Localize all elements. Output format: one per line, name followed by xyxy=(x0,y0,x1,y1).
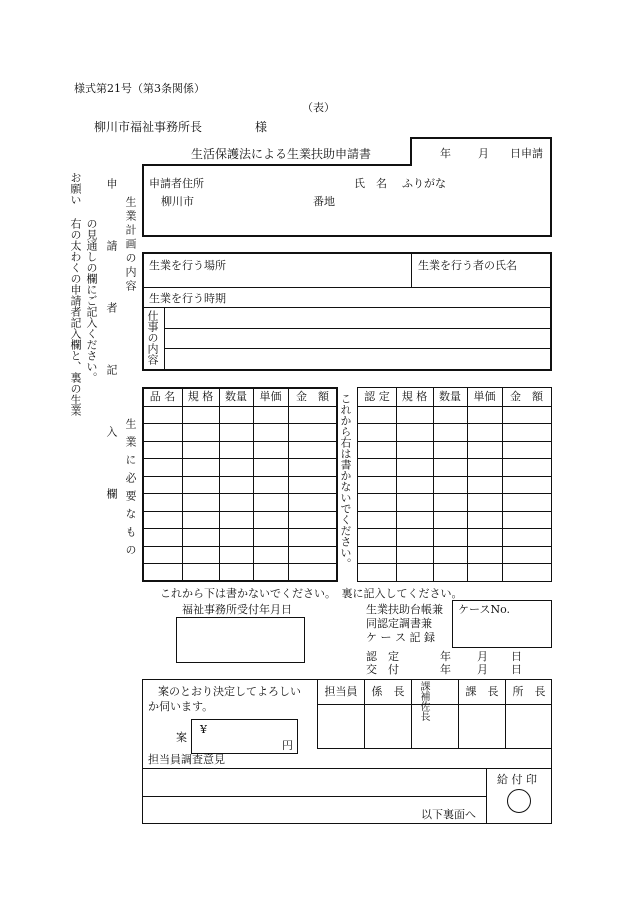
table-left-row-line xyxy=(143,546,337,547)
applicant-furigana-label: ふりがな xyxy=(402,177,446,190)
table-left-row-line xyxy=(143,511,337,512)
opinion-label: 担当員調査意見 xyxy=(148,753,225,766)
section-plan: 生業計画の内容 xyxy=(124,196,137,294)
table-left-header: 数量 xyxy=(225,390,247,403)
side-label: （表） xyxy=(302,101,335,114)
role-kakaricho: 係 長 xyxy=(371,685,405,698)
table-right-row-line xyxy=(358,546,551,547)
plan-place-label: 生業を行う場所 xyxy=(149,259,226,272)
table-left-row-line xyxy=(143,476,337,477)
table-left-row-line xyxy=(143,423,337,424)
kofu-month: 月 xyxy=(477,663,488,676)
decision-an: 案 xyxy=(176,731,187,744)
table-right-col-line xyxy=(502,388,503,581)
applicant-city: 柳川市 xyxy=(161,195,194,208)
note-line2: 右の太わくの申請者記入欄と、裏の生業 xyxy=(69,218,82,416)
role-tantoin: 担当員 xyxy=(324,685,358,698)
table-left-header: 単価 xyxy=(259,390,282,403)
table-left-row-line xyxy=(143,528,337,529)
table-right-row-line xyxy=(358,406,551,407)
yen-unit: 円 xyxy=(282,739,293,752)
applicant-box xyxy=(142,164,552,237)
table-right-col-line xyxy=(467,388,468,581)
kofu-day: 日 xyxy=(511,663,522,676)
middle-note: これから右は書かないでください。 xyxy=(339,393,352,569)
date-day-apply: 日申請 xyxy=(510,147,543,160)
nintei-month: 月 xyxy=(477,650,488,663)
table-right-header: 単価 xyxy=(473,390,496,403)
case-no-label: ケースNo. xyxy=(458,603,511,616)
table-right-row-line xyxy=(358,441,551,442)
table-left-col-line xyxy=(182,388,183,581)
ledger-line3: ケ ー ス 記 録 xyxy=(366,631,435,644)
applicant-address-label: 申請者住所 xyxy=(149,177,204,190)
title-border-step xyxy=(410,137,412,165)
table-right-row-line xyxy=(358,423,551,424)
title-border-top-right xyxy=(410,137,552,139)
received-label: 福祉事務所受付年月日 xyxy=(182,603,292,616)
role-kacho-hosa: 課補佐長 xyxy=(418,681,429,721)
table-right-header: 数量 xyxy=(439,390,461,403)
applicant-banchi: 番地 xyxy=(313,195,335,208)
table-right-col-line xyxy=(396,388,397,581)
received-box xyxy=(176,617,305,663)
addressee: 柳川市福祉事務所長 xyxy=(94,120,203,134)
honorific: 様 xyxy=(255,120,268,134)
yen-sign: ¥ xyxy=(200,723,207,736)
table-right-header: 規 格 xyxy=(401,390,428,403)
table-right-row-line xyxy=(358,493,551,494)
table-left-row-line xyxy=(143,493,337,494)
table-right-row-line xyxy=(358,476,551,477)
table-left-col-line xyxy=(288,388,289,581)
table-left-col-line xyxy=(253,388,254,581)
seal-circle-icon xyxy=(507,789,531,813)
applicant-name-label: 氏 名 xyxy=(354,177,387,190)
table-right-header: 金 額 xyxy=(510,390,543,403)
table-left-row-line xyxy=(143,458,337,459)
section-applicant: 申 請 者 記 入 欄 xyxy=(105,178,118,519)
kofu-year: 年 xyxy=(440,663,451,676)
table-left-row-line xyxy=(143,563,337,564)
form-number: 様式第21号（第3条関係） xyxy=(74,82,205,95)
plan-person-label: 生業を行う者の氏名 xyxy=(418,259,517,272)
role-kacho: 課 長 xyxy=(465,685,499,698)
role-shocho: 所 長 xyxy=(512,685,546,698)
table-right-col-line xyxy=(433,388,434,581)
plan-work-label: 仕事の内容 xyxy=(146,310,159,365)
table-right-row-line xyxy=(358,458,551,459)
needed-table-right xyxy=(357,387,552,582)
table-left-row-line xyxy=(143,406,337,407)
nintei-label: 認 定 xyxy=(366,650,399,663)
table-left-col-line xyxy=(219,388,220,581)
table-right-row-line xyxy=(358,511,551,512)
decision-text-2: か伺います。 xyxy=(148,700,214,713)
nintei-day: 日 xyxy=(511,650,522,663)
below-note: これから下は書かないでください。 裏に記入してください。 xyxy=(160,587,463,600)
continue-label: 以下裏面へ xyxy=(421,808,476,821)
table-left-row-line xyxy=(143,441,337,442)
table-left-header: 金 額 xyxy=(296,390,329,403)
needed-table-left xyxy=(142,387,338,582)
note-line1: お願い xyxy=(69,172,82,205)
table-left-header: 品 名 xyxy=(149,390,176,403)
date-year: 年 xyxy=(440,147,451,160)
date-month: 月 xyxy=(478,147,489,160)
seal-label: 給 付 印 xyxy=(497,773,537,786)
table-left-header: 規 格 xyxy=(187,390,214,403)
decision-text-1: 案のとおり決定してよろしい xyxy=(158,685,301,698)
form-title: 生活保護法による生業扶助申請書 xyxy=(191,147,372,161)
ledger-line2: 同認定調書兼 xyxy=(366,617,432,630)
table-right-header: 認 定 xyxy=(364,390,390,403)
table-right-row-line xyxy=(358,528,551,529)
kofu-label: 交 付 xyxy=(366,663,399,676)
nintei-year: 年 xyxy=(440,650,451,663)
table-right-row-line xyxy=(358,563,551,564)
note-line3: の見通しの欄にご記入ください。 xyxy=(85,218,98,383)
ledger-line1: 生業扶助台帳兼 xyxy=(366,603,443,616)
plan-time-label: 生業を行う時期 xyxy=(149,292,226,305)
section-needed: 生業に必要なもの xyxy=(124,418,137,562)
